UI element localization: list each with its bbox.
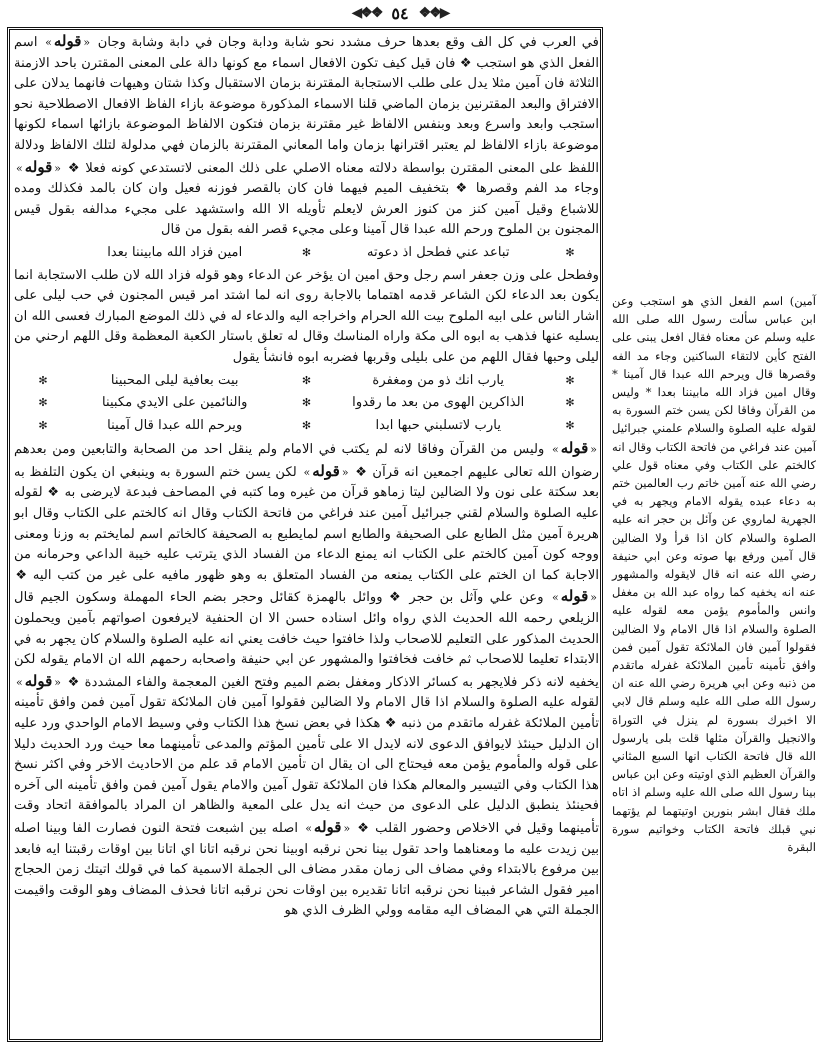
right-ornament-icon: ❖❖▶ (418, 5, 449, 21)
keyword-marker: « قوله » (303, 818, 352, 836)
keyword-marker: « قوله » (43, 32, 92, 50)
paragraph: وفطحل على وزن جعفر اسم رجل وحق امين ان يؤخر عن الدعاء وهو قوله فزاد الله لان طلب الاستجابة انما يكون بعد الدعاء لكن الشاعر قدمه اهتماما بالاجابة روى انه لما اشتد امر قيس المجنون في حب ليلى على اشار الناس على ابيه الملوح بيت الله الحرام واخراجه اليه والدعاء له في ذلك الموضع المبارك فعسى الله ان يسليه عنها فذهب به ابوه الى مكة واراه المناسك وقال له تعلق باستار الكعبة المعظمة وقل اللهم ارحني من ليلى وحبها فقال اللهم من على بليلى وقربها فضربه ابوه فانشأ يقول (14, 267, 599, 365)
poem-line: ✻ يارب انك ذو من ومغفرة ✻ بيت بعافية ليلى المحبينا ✻ (34, 371, 579, 392)
verse-star-icon: ✻ (301, 373, 312, 387)
verse-star-icon: ✻ (301, 396, 312, 410)
main-commentary (14, 31, 599, 1039)
paragraph: « قوله » وليس من القرآن وفاقا لانه لم يكتب في الامام ولم ينقل احد من الصحابة والتابعين ومن بعدهم رضوان الله تعالى عليهم اجمعين انه قرآن ❖ « قوله » لكن يسن ختم السورة به وينبغي ان يكون التلفظ به بعد سكتة على نون ولا الضالين ليتا زماهو قرآن من غيره وما كتبه في المصاحف فبدعة لايرضى به ❖ لقوله عليه الصلوة والسلام لقني جبرائيل آمين عند فراغي من فاتحة الكتاب وقال انه كالختم على الكتاب وقال ابو هريرة آمين مثل الطابع على الصحيفة والطابع اسم لمايطبع به الصحيفة كالخاتم اسم لمايختم به وزنا ومعنى ووجه كون آمين كالختم على الكتاب انه يمنع الدعاء من الفساد الذي يترتب عليه خيبة الداعي وحرمانه من الاجابة كما ان الختم على الكتاب يمنعه من الفساد المتعلق به وهو ظهور مافيه على غير من كتب اليه ❖ « قوله » وعن علي وآثل بن حجر ❖ ووائل بالهمزة كقائل وحجر بضم الحاء المهملة وسكون الجيم قال الزيلعي رحمه الله الحديث الذي رواه وائل اسناده حسن الا ان الحنفية لايرفعون اصواتهم بآمين ويحملون الحديث المذكور على التعليم للاصحاب ولذا خافتوا حيث خافت يعني انه عليه الصلوة والسلام كان يجهر به في الابتداء تعليما للاصحاب ثم خافت فخافتوا والمشهور عن ابي حنيفة واصحابه رحمهم الله ان الامام يقوله لكن يخفيه لانه ذكر فلايجهر به كسائر الاذكار ومغفل بضم الميم وفتح الغين المعجمة والفاء المشددة ❖ « قوله » لقوله عليه الصلوة والسلام اذا قال الامام ولا الضالين فقولوا آمين فان الملائكة تقول آمين فمن وافق تأمينه تأمين الملائكة غفرله ماتقدم من ذنبه ❖ هكذا في بعض نسخ هذا الكتاب وفي وسيط الامام الواحدي ورد عليه ان الدليل حينئذ لايوافق الدعوى لانه لايدل الا على تأمين المؤتم والمدعى تأمينهما معا حيث ورد الحديث دليلا على قوله والمأموم يؤمن معه فيحتاج الى ان يقال ان تأمين الامام قد علم من الاحاديث الاخر وفي اكثر نسخ هذا الكتاب وفي التيسير والمعالم هكذا فان الملائكة تقول آمين والامام يقول آمين فمن وافق تأمينه الى آخره فحينئذ ينطبق الدليل على الدعوى من حيث انه يدل على المعية والظاهر ان المراد بالموافقة اتحاد وقت تأمينهما وقيل في الاخلاص وحضور القلب ❖ « قوله » اصله بين اشبعت فتحة النون فصارت الفا وبينا اصله بين زيدت عليه ما ومعناهما واحد تقول بينا نحن نرقبه اوبينا نحن نرقبه اتانا اي اتانا بين اوقات رقبتنا ايه فابعد بين مرفوع بالابتداء وفي مضاف الى زمان مقدر مضاف الى الجملة الاسمية كما في قولك اتيتك زمن الحجاج امير فقول الشاعر فبينا نحن نرقبه اتانا تقديره بين اوقات نحن نرقبه اتانا فحذف المضاف وهو الوقت واقيمت الجملة التي هي المضاف اليه مقامه وولي الظرف الذي هو (14, 438, 599, 922)
verse-star-icon: ✻ (301, 418, 312, 432)
keyword-marker: « قوله » (302, 462, 351, 480)
verse-star-icon: ✻ (38, 418, 48, 432)
poem-line: ✻ الذاكرين الهوى من بعد ما رقدوا ✻ والنائمين على الايدي مكبينا ✻ (34, 393, 579, 414)
keyword-marker: « قوله » (550, 587, 599, 605)
verse-star-icon: ✻ (301, 245, 312, 259)
verse-star-icon: ✻ (565, 396, 575, 410)
keyword-marker: « قوله » (14, 672, 63, 690)
verse-star-icon: ✻ (565, 245, 575, 259)
verse-star-icon: ✻ (565, 373, 575, 387)
margin-paragraph: آمين) اسم الفعل الذي هو استجب وعن ابن عباس سألت رسول الله صلى الله عليه وسلم عن معناه فقال افعل يبنى على الفتح كأين لالتقاء الساكنين وجاء مد الفه وقصرها قال ويرحم الله عبدا قال آمينا * وقال امين فزاد الله مابيننا بعدا * وليس من القرآن وفاقا لكن يسن ختم السورة به لقوله عليه الصلوة والسلام علمني جبرائيل آمين عند فراغي من فاتحة الكتاب وقال انه كالختم على الكتاب وفي معناه قول علي رضي الله عنه آمين خاتم رب العالمين ختم به دعاء عبده يقوله الامام ويجهر به في الجهرية لماروي عن وآئل بن حجر انه عليه الصلوة والسلام كان اذا قرأ ولا الضالين قال آمين ورفع بها صوته وعن ابي حنيفة رضي الله عنه انه قال لايقوله والمشهور عنه انه يخفيه كما رواه عبد الله بن مغفل وانس والمأموم يؤمن معه لقوله عليه الصلوة والسلام اذا قال الامام ولا الضالين فقولوا آمين فان الملائكة تقول آمين فمن وافق تأمينه تأمين الملائكة غفرله ماتقدم من ذنبه وعن ابي هريرة رضي الله عنه ان رسول الله صلى الله عليه وسلم قال لابي الا اخبرك بسورة لم ينزل في التوراة والانجيل والقرآن مثلها قلت بلى يارسول الله قال فاتحة الكتاب انها السبع المثاني والقرآن العظيم الذي اوتيته وعن ابن عباس بينا رسول الله صلى الله عليه وسلم اذ اتاه ملك فقال ابشر بنورين اوتيتهما لم يؤتهما نبي قبلك فاتحة الكتاب وخواتيم سورة البقرة (612, 294, 816, 855)
page-number-text: ٥٤ (391, 3, 409, 23)
keyword-marker: « قوله » (550, 439, 599, 457)
verse-intro: ✻ تباعد عني فطحل اذ دعوته ✻ امين فزاد الله مابيننا بعدا (34, 243, 579, 264)
paragraph: في العرب في كل الف وقع بعدها حرف مشدد نحو شابة ودابة وجان في دابة وشابة وجان « قوله » اسم الفعل الذي هو استجب ❖ فان قيل كيف تكون الافعال اسماء مع كونها دالة على المعنى المقترن باحد الازمنة الثلاثة فان آمين مثلا يدل على طلب الاستجابة المقترنة بزمان الاستقبال وكذا شتان وهيهات فانهما يدلان على الافتراق والبعد المقترنين بزمان الماضي قلنا الاسماء المذكورة موضوعة بازاء الفاظ الافعال الاصطلاحية نحو استجب وابعد واسرع وبعد وبنفس الالفاظ غير مقترنة بزمان فتكون الالفاظ الموضوعة بازائها اسماء لكونها موضوعة بازاء الالفاظ لم يعتبر اقترانها بزمان واما المعاني المقترنة بالزمان فهي مدلولة لتلك الالفاظ ودلالة اللفظ على المعنى المقترن بواسطة دلالته معناه الاصلي على ذلك المعنى لاتستدعي كونه فعلا ❖ « قوله » وجاء مد الفم وقصرها ❖ بتخفيف الميم فيهما فان كان بالقصر فوزنه فعيل وان كان بالمد فكذلك ومده للاشباع وقيل آمين كنز من كنوز العرش لايعلم تأويله الا الله واستشهد على مجيء مدالفه بقول قيس المجنون بن الملوح ورحم الله عبدا قال آمينا وعلى مجيء قصر الفه بقول من قال (14, 31, 599, 241)
keyword-marker: « قوله » (14, 158, 63, 176)
poem-line: ✻ يارب لاتسلبني حبها ابدا ✻ ويرحم الله عبدا قال آمينا ✻ (34, 416, 579, 437)
verse-star-icon: ✻ (565, 418, 575, 432)
verse-star-icon: ✻ (38, 396, 48, 410)
page-number (320, 2, 480, 24)
verse-star-icon: ✻ (38, 373, 48, 387)
left-ornament-icon: ◀❖❖ (351, 5, 382, 21)
margin-text (612, 292, 816, 855)
